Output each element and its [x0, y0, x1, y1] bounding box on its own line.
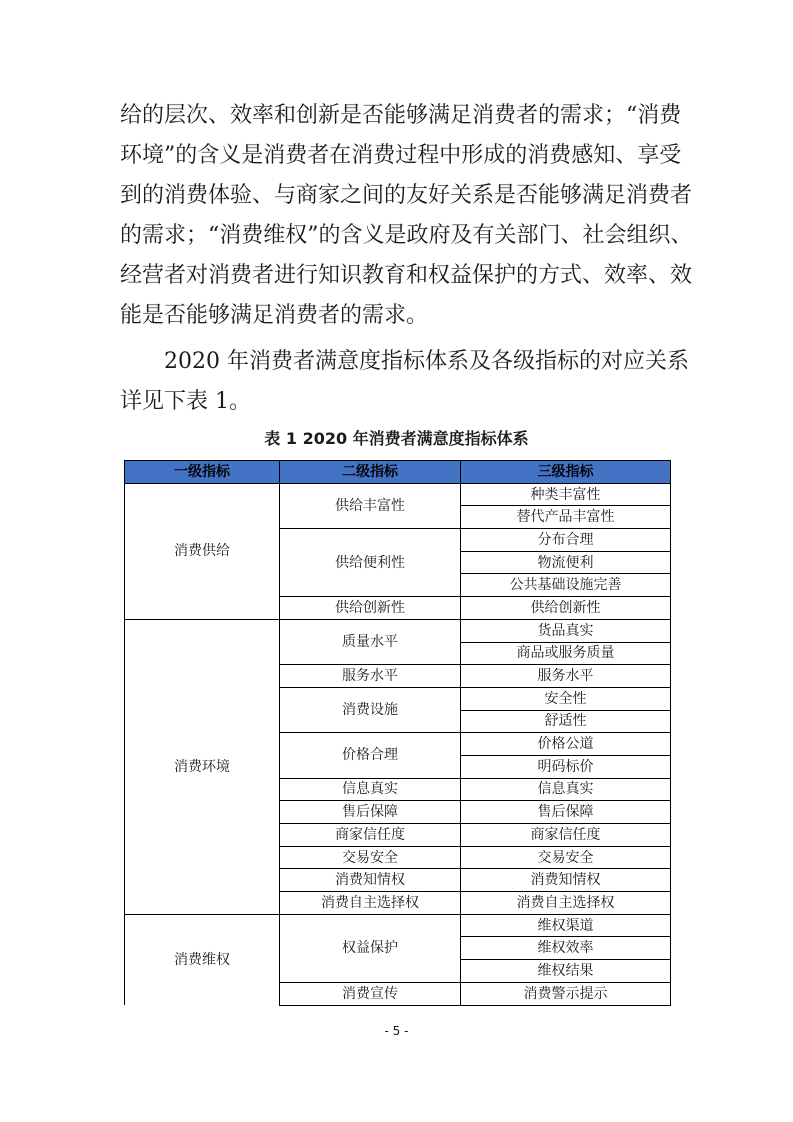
header-level1: 一级指标 — [125, 461, 280, 484]
level2-cell: 供给便利性 — [280, 529, 461, 597]
level3-cell: 明码标价 — [461, 755, 671, 778]
level1-cell: 消费环境 — [125, 619, 280, 914]
level3-cell: 舒适性 — [461, 710, 671, 733]
table-row — [125, 483, 671, 506]
intro-paragraph — [120, 342, 689, 422]
level2-cell: 供给丰富性 — [280, 483, 461, 528]
level3-cell: 货品真实 — [461, 619, 671, 642]
level3-cell: 公共基础设施完善 — [461, 574, 671, 597]
text-line: 的需求；“消费维权”的含义是政府及有关部门、社会组织、 — [120, 223, 693, 248]
header-level3: 三级指标 — [461, 461, 671, 484]
table-row — [125, 914, 671, 937]
level3-cell: 维权效率 — [461, 937, 671, 960]
level3-cell: 商品或服务质量 — [461, 642, 671, 665]
level2-cell: 消费宣传 — [280, 982, 461, 1005]
text-line: 2020 年消费者满意度指标体系及各级指标的对应关系 — [120, 349, 689, 374]
level2-cell: 消费知情权 — [280, 869, 461, 892]
level2-cell: 权益保护 — [280, 914, 461, 982]
table-header-row — [125, 461, 671, 484]
level3-cell: 服务水平 — [461, 665, 671, 688]
text-line: 环境”的含义是消费者在消费过程中形成的消费感知、享受 — [120, 143, 682, 168]
text-line: 到的消费体验、与商家之间的友好关系是否能够满足消费者 — [120, 183, 693, 208]
level3-cell: 消费警示提示 — [461, 982, 671, 1005]
level3-cell: 维权渠道 — [461, 914, 671, 937]
level2-cell: 服务水平 — [280, 665, 461, 688]
level3-cell: 种类丰富性 — [461, 483, 671, 506]
level3-cell: 商家信任度 — [461, 824, 671, 847]
table-row — [125, 619, 671, 642]
level1-cell: 消费供给 — [125, 483, 280, 619]
level3-cell: 替代产品丰富性 — [461, 506, 671, 529]
level2-cell: 交易安全 — [280, 846, 461, 869]
level3-cell: 价格公道 — [461, 733, 671, 756]
level3-cell: 交易安全 — [461, 846, 671, 869]
level2-cell: 消费自主选择权 — [280, 892, 461, 915]
level2-cell: 供给创新性 — [280, 597, 461, 620]
level2-cell: 质量水平 — [280, 619, 461, 664]
text-line: 给的层次、效率和创新是否能够满足消费者的需求；“消费 — [120, 103, 682, 128]
level2-cell: 价格合理 — [280, 733, 461, 778]
level2-cell: 消费设施 — [280, 687, 461, 732]
level2-cell: 售后保障 — [280, 801, 461, 824]
text-line: 详见下表 1。 — [120, 389, 251, 414]
level3-cell: 售后保障 — [461, 801, 671, 824]
level3-cell: 维权结果 — [461, 960, 671, 983]
text-line: 经营者对消费者进行知识教育和权益保护的方式、效率、效 — [120, 263, 693, 288]
level3-cell: 消费知情权 — [461, 869, 671, 892]
level3-cell: 信息真实 — [461, 778, 671, 801]
level1-cell: 消费维权 — [125, 914, 280, 1005]
table-caption: 表 1 2020 年消费者满意度指标体系 — [264, 429, 529, 448]
level3-cell: 消费自主选择权 — [461, 892, 671, 915]
header-level2: 二级指标 — [280, 461, 461, 484]
text-line: 能是否能够满足消费者的需求。 — [120, 303, 429, 328]
level3-cell: 供给创新性 — [461, 597, 671, 620]
level2-cell: 商家信任度 — [280, 824, 461, 847]
page-number: - 5 - — [384, 1024, 409, 1038]
level3-cell: 物流便利 — [461, 551, 671, 574]
indicator-table — [124, 460, 671, 1006]
level3-cell: 安全性 — [461, 687, 671, 710]
body-paragraph — [120, 96, 693, 336]
level2-cell: 信息真实 — [280, 778, 461, 801]
level3-cell: 分布合理 — [461, 529, 671, 552]
